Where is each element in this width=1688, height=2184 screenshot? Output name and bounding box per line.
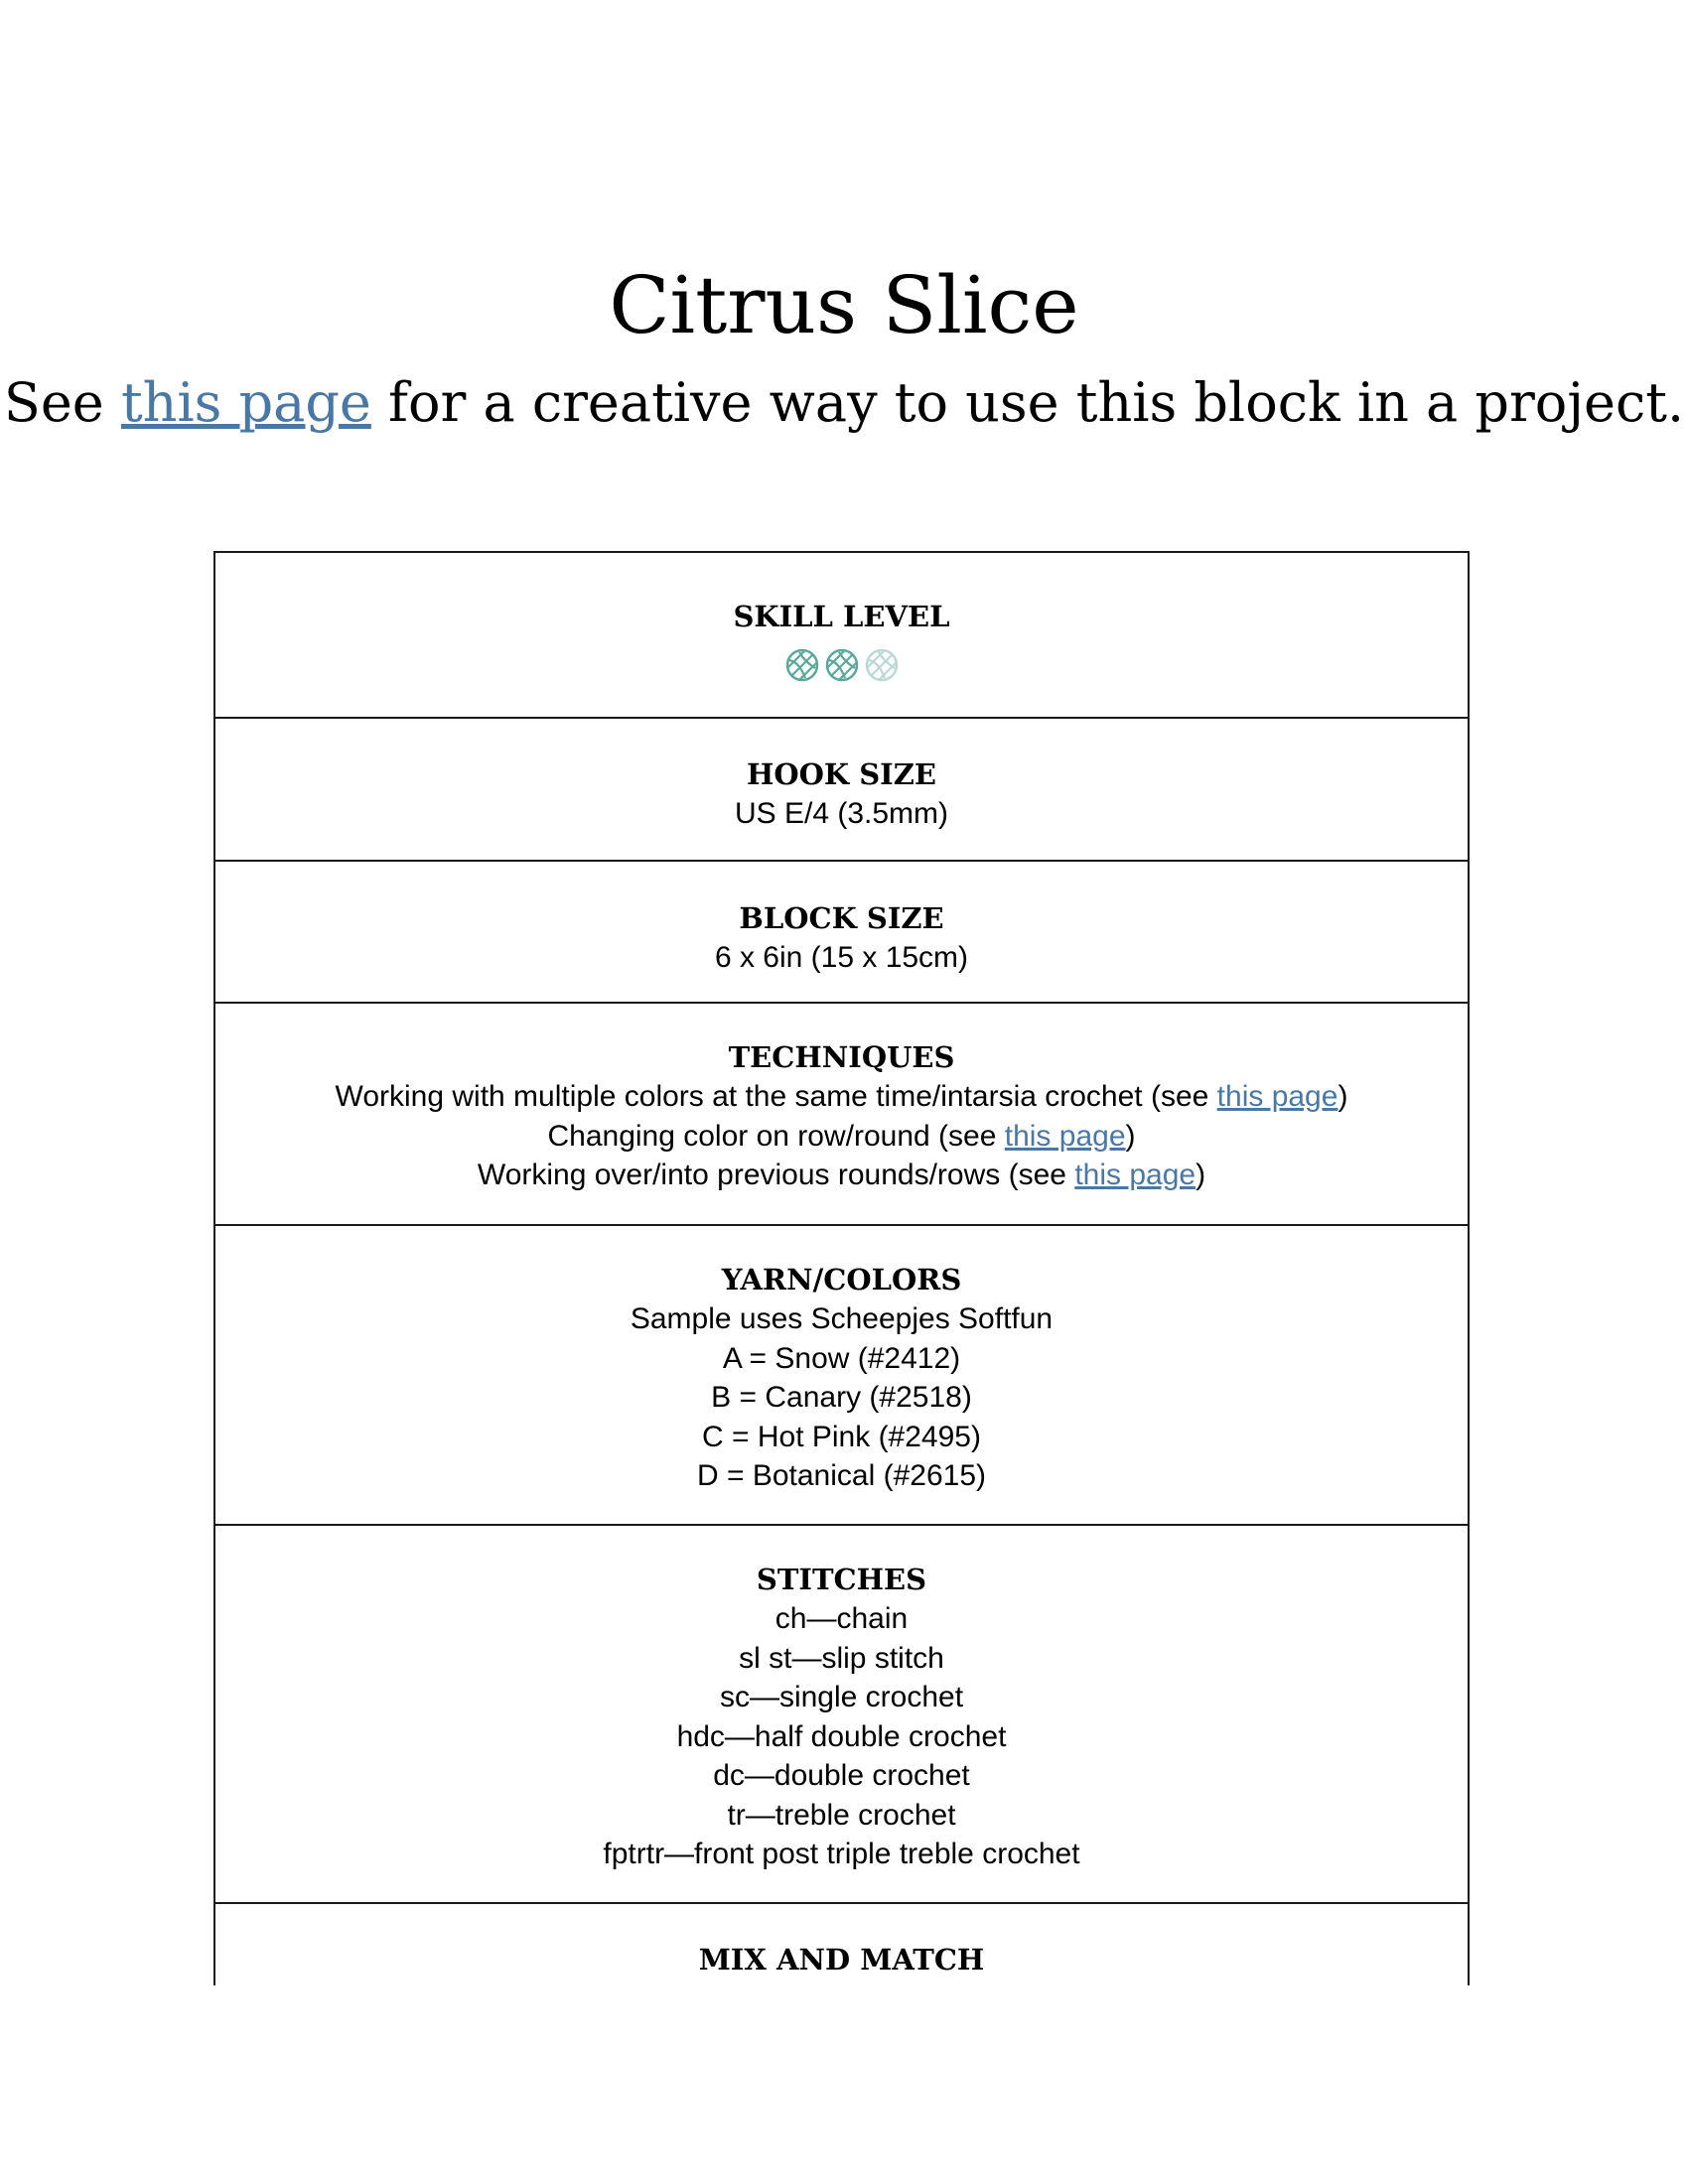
- yarn-line: D = Botanical (#2615): [696, 1459, 986, 1492]
- yarn-line: C = Hot Pink (#2495): [702, 1420, 981, 1453]
- technique-text: ): [1125, 1119, 1136, 1153]
- yarn-line: A = Snow (#2412): [722, 1341, 961, 1375]
- stitches-section: [215, 1526, 1468, 1904]
- stitch-line: dc—double crochet: [713, 1759, 970, 1792]
- technique-item: [215, 1077, 1468, 1117]
- yarn-colors-section: [215, 1226, 1468, 1526]
- subtitle-link[interactable]: this page: [120, 371, 371, 434]
- stitch-line: ch—chain: [774, 1602, 909, 1635]
- block-size-value: 6 x 6in (15 x 15cm): [714, 941, 969, 974]
- yarn-line: Sample uses Scheepjes Softfun: [630, 1302, 1054, 1335]
- yarn-ball-icon: [825, 648, 859, 682]
- techniques-section: [215, 1004, 1468, 1226]
- hook-size-value: US E/4 (3.5mm): [734, 797, 949, 830]
- subtitle-before: See: [3, 371, 121, 434]
- yarn-ball-icon: [785, 648, 819, 682]
- yarn-colors-heading: YARN/COLORS: [721, 1263, 962, 1297]
- skill-level-heading: SKILL LEVEL: [733, 600, 950, 633]
- page-title: Citrus Slice: [609, 259, 1079, 351]
- subtitle-after: for a creative way to use this block in a project.: [370, 371, 1685, 434]
- hook-size-section: [215, 719, 1468, 862]
- technique-text: Working over/into previous rounds/rows (see: [477, 1159, 1075, 1191]
- technique-text: ): [1337, 1080, 1348, 1113]
- skill-level-section: [215, 553, 1468, 719]
- mix-match-heading: MIX AND MATCH: [698, 1943, 985, 1977]
- technique-text: ): [1196, 1159, 1206, 1191]
- technique-text: Changing color on row/round (see: [547, 1119, 1005, 1153]
- skill-level-rating: [215, 648, 1468, 682]
- stitch-line: tr—treble crochet: [727, 1798, 956, 1832]
- techniques-heading: TECHNIQUES: [728, 1040, 955, 1074]
- stitch-line: sl st—slip stitch: [739, 1641, 944, 1675]
- block-size-heading: BLOCK SIZE: [739, 901, 944, 935]
- stitch-line: hdc—half double crochet: [676, 1719, 1007, 1753]
- pattern-info-table: [213, 551, 1470, 1985]
- yarn-line: B = Canary (#2518): [711, 1381, 972, 1414]
- stitch-line: sc—single crochet: [719, 1681, 964, 1713]
- page-subtitle: [0, 369, 1688, 437]
- stitch-line: fptrtr—front post triple treble crochet: [603, 1838, 1080, 1870]
- block-size-section: [215, 862, 1468, 1004]
- stitches-heading: STITCHES: [756, 1563, 927, 1596]
- technique-item: [215, 1156, 1468, 1195]
- technique-link[interactable]: this page: [1004, 1119, 1126, 1153]
- technique-link[interactable]: this page: [1074, 1159, 1196, 1191]
- hook-size-heading: HOOK SIZE: [746, 757, 936, 791]
- mix-match-section: [215, 1904, 1468, 1985]
- yarn-ball-icon: [865, 648, 899, 682]
- technique-text: Working with multiple colors at the same time/intarsia crochet (see: [335, 1080, 1217, 1113]
- technique-link[interactable]: this page: [1216, 1080, 1338, 1113]
- technique-item: [215, 1117, 1468, 1157]
